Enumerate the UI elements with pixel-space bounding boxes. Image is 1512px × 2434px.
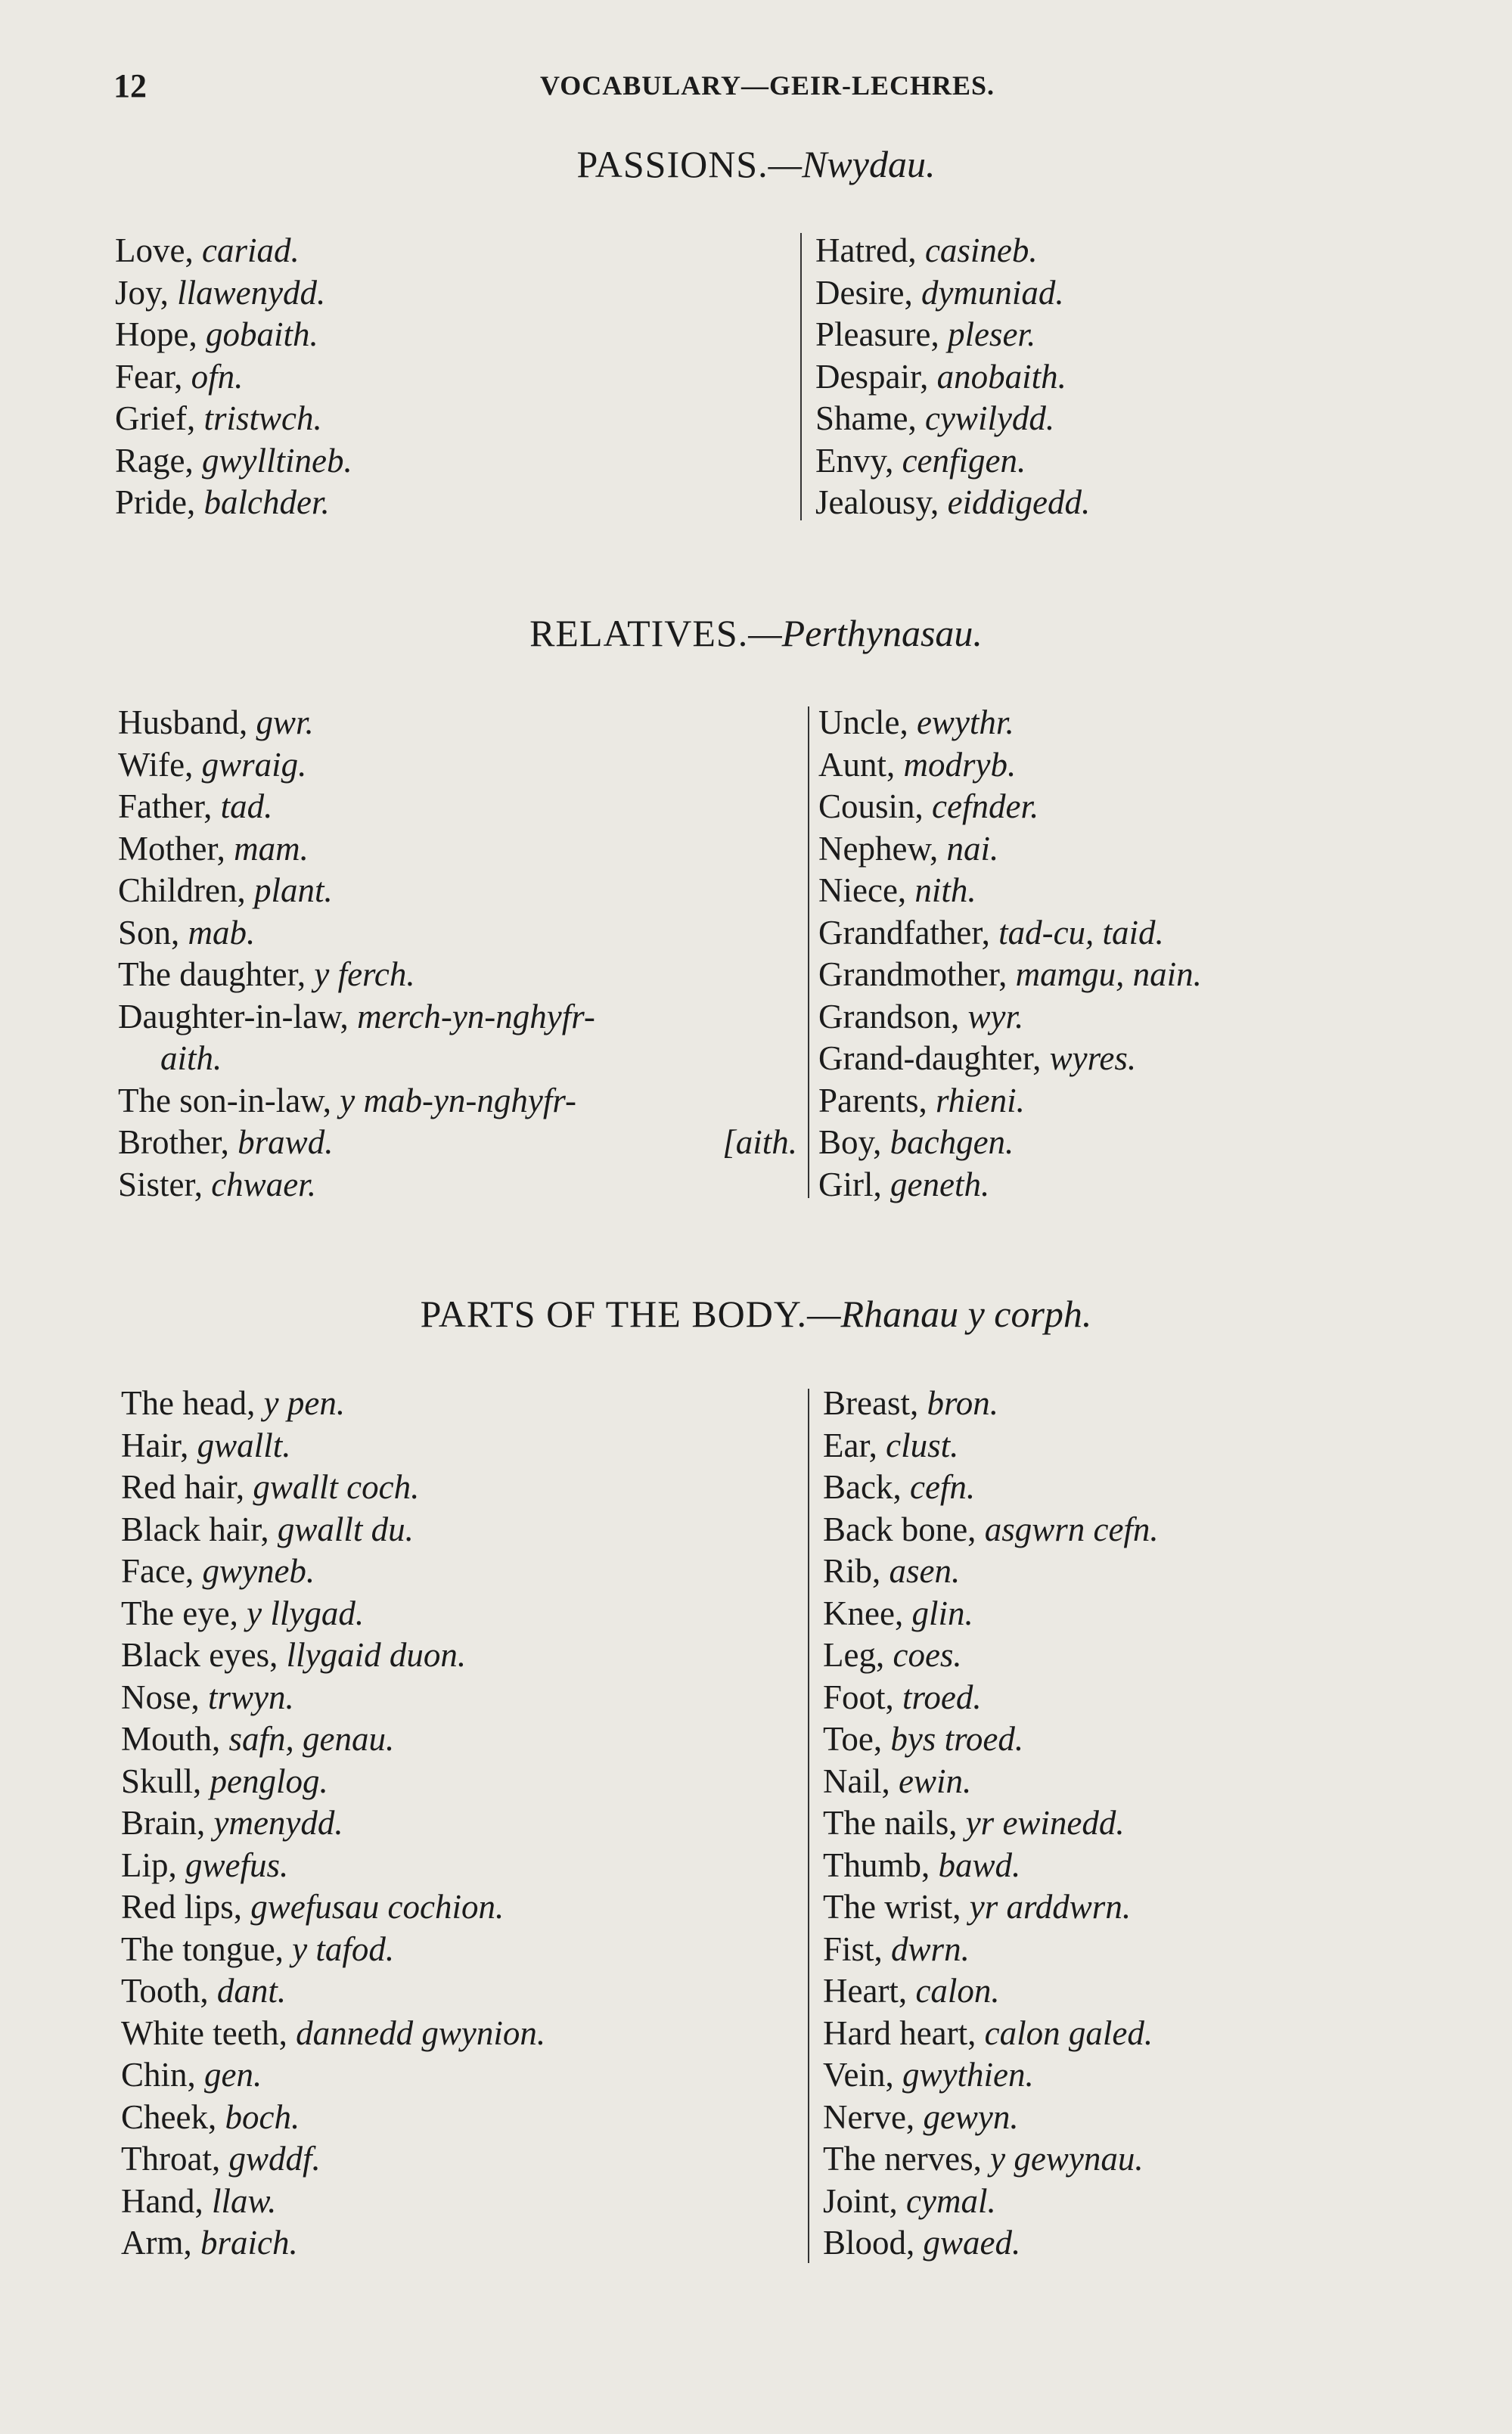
vocab-entry (121, 1467, 545, 1509)
vocab-entry (815, 356, 1090, 399)
relatives-right-column (818, 702, 1202, 1206)
english-word: Grandmother, (818, 955, 1016, 993)
english-word: Aunt, (818, 745, 904, 784)
english-word: Heart, (823, 1972, 916, 2010)
vocab-entry (121, 2181, 545, 2223)
welsh-word: y gewynau. (990, 2140, 1144, 2178)
welsh-word: gwythien. (902, 2056, 1034, 2094)
english-word: Grandfather, (818, 913, 999, 952)
section-title-en: PARTS OF THE BODY. (420, 1293, 808, 1335)
english-word: Pride, (115, 483, 204, 521)
english-word: Fist, (823, 1930, 892, 1968)
vocab-entry (121, 1802, 545, 1845)
vocab-entry (118, 996, 797, 1038)
english-word: Grandson, (818, 997, 968, 1035)
welsh-word: dannedd gwynion. (296, 2013, 546, 2052)
vocab-entry (818, 1122, 1202, 1164)
hyphenation-continuation: [aith. (722, 1123, 797, 1161)
vocab-entry (818, 954, 1202, 996)
vocab-entry (818, 912, 1202, 955)
english-word: Leg, (823, 1636, 893, 1674)
english-word: Husband, (118, 703, 256, 741)
column-divider (808, 1389, 809, 2263)
welsh-word: geneth. (890, 1165, 990, 1203)
vocab-entry (823, 1593, 1159, 1635)
vocab-entry (823, 1383, 1159, 1425)
welsh-word: bys troed. (890, 1720, 1024, 1758)
vocab-entry (818, 1080, 1202, 1122)
welsh-word: gwddf. (228, 2140, 321, 2178)
vocab-entry (121, 1593, 545, 1635)
welsh-word: yr ewinedd. (965, 1804, 1125, 1842)
welsh-word: nai. (946, 829, 999, 868)
welsh-word: llaw. (211, 2181, 277, 2220)
body-left-column (121, 1383, 545, 2265)
passions-right-column (815, 230, 1090, 524)
vocab-entry (121, 2138, 545, 2181)
vocab-entry (121, 1929, 545, 1971)
vocab-entry (115, 272, 352, 315)
vocab-entry (823, 1467, 1159, 1509)
english-word: Girl, (818, 1165, 890, 1203)
welsh-word: pleser. (947, 315, 1036, 353)
english-word: The daughter, (118, 955, 315, 993)
welsh-word: clust. (886, 1426, 959, 1464)
english-word: Blood, (823, 2224, 924, 2262)
english-word: Back bone, (823, 1510, 985, 1548)
welsh-word: cymal. (906, 2181, 996, 2220)
english-word: Nerve, (823, 2097, 924, 2136)
vocab-entry (823, 1509, 1159, 1551)
english-word: Tooth, (121, 1972, 217, 2010)
english-word: Parents, (818, 1081, 936, 1119)
english-word: Joint, (823, 2181, 907, 2220)
english-word: Toe, (823, 1720, 891, 1758)
vocab-entry (823, 1970, 1159, 2013)
welsh-word: gobaith. (205, 315, 318, 353)
welsh-word: gwefus. (185, 1846, 289, 1884)
english-word: Black hair, (121, 1510, 278, 1548)
welsh-word: casineb. (924, 231, 1038, 269)
vocab-entry (823, 2181, 1159, 2223)
welsh-word: mamgu, nain. (1015, 955, 1202, 993)
vocab-entry (118, 744, 797, 787)
welsh-word: boch. (225, 2097, 300, 2136)
section-title-relatives (0, 611, 1512, 655)
vocab-entry (818, 786, 1202, 828)
vocab-entry (815, 440, 1090, 483)
vocab-entry (118, 1164, 797, 1206)
english-word: The tongue, (121, 1930, 293, 1968)
welsh-word: safn, genau. (228, 1720, 395, 1758)
welsh-word: modryb. (903, 745, 1017, 784)
english-word: Hand, (121, 2181, 212, 2220)
welsh-word: tad-cu, taid. (998, 913, 1164, 952)
english-word: Sister, (118, 1165, 212, 1203)
vocab-entry (115, 356, 352, 399)
column-divider (800, 233, 802, 520)
welsh-word: gwr. (256, 703, 314, 741)
english-word: Shame, (815, 399, 925, 437)
welsh-word: gwallt coch. (253, 1468, 420, 1506)
english-word: Hard heart, (823, 2013, 985, 2052)
english-word: Breast, (823, 1384, 927, 1422)
running-title: VOCABULARY—GEIR-LECHRES. (539, 70, 995, 101)
vocab-entry (818, 1038, 1202, 1080)
vocab-entry (121, 1425, 545, 1467)
welsh-word: wyres. (1049, 1039, 1137, 1077)
english-word: Black eyes, (121, 1636, 287, 1674)
english-word: Red lips, (121, 1888, 251, 1926)
vocab-entry (815, 230, 1090, 272)
english-word: The son-in-law, (118, 1081, 340, 1119)
english-word: Grief, (115, 399, 204, 437)
welsh-word: llygaid duon. (286, 1636, 467, 1674)
vocab-entry (115, 398, 352, 440)
vocab-entry (823, 1425, 1159, 1467)
vocab-entry (823, 2054, 1159, 2097)
relatives-left-column (118, 702, 797, 1206)
column-divider (808, 706, 809, 1198)
english-word: Brain, (121, 1804, 214, 1842)
welsh-word: dwrn. (891, 1930, 970, 1968)
vocab-entry (823, 1845, 1159, 1887)
english-word: The nerves, (823, 2140, 991, 2178)
vocab-entry (115, 314, 352, 356)
vocab-entry (818, 996, 1202, 1038)
english-word: Back, (823, 1468, 910, 1506)
english-word: Love, (115, 231, 202, 269)
english-word: Thumb, (823, 1846, 939, 1884)
vocab-entry (823, 2138, 1159, 2181)
welsh-word: y llygad. (247, 1594, 365, 1632)
english-word: The eye, (121, 1594, 247, 1632)
vocab-entry (115, 230, 352, 272)
english-word: Rib, (823, 1552, 890, 1590)
welsh-word: yr arddwrn. (969, 1888, 1132, 1926)
welsh-word: ewythr. (916, 703, 1014, 741)
welsh-word: eiddigedd. (947, 483, 1091, 521)
english-word: Envy, (815, 441, 902, 480)
welsh-word: penglog. (210, 1762, 328, 1800)
vocab-entry (818, 1164, 1202, 1206)
english-word: Red hair, (121, 1468, 253, 1506)
section-title-passions (0, 142, 1512, 186)
english-word: Wife, (118, 745, 202, 784)
english-word: Nose, (121, 1678, 208, 1716)
welsh-word: nith. (914, 871, 976, 909)
welsh-word: y pen. (263, 1384, 346, 1422)
english-word: Brother, (118, 1123, 238, 1161)
vocab-entry (815, 398, 1090, 440)
welsh-word: braich. (200, 2224, 298, 2262)
vocab-entry (121, 2222, 545, 2265)
welsh-word: asen. (889, 1552, 961, 1590)
welsh-word: y tafod. (292, 1930, 395, 1968)
english-word: Hair, (121, 1426, 197, 1464)
vocab-entry (118, 1122, 797, 1164)
welsh-word: cariad. (201, 231, 300, 269)
welsh-word: tristwch. (203, 399, 322, 437)
welsh-word: dant. (216, 1972, 287, 2010)
welsh-word: cefnder. (932, 787, 1039, 825)
vocab-entry (121, 1677, 545, 1719)
vocab-entry (815, 272, 1090, 315)
welsh-word: plant. (253, 871, 333, 909)
welsh-word: ofn. (191, 357, 244, 396)
english-word: Mother, (118, 829, 234, 868)
welsh-word: cywilydd. (924, 399, 1055, 437)
vocab-entry (115, 440, 352, 483)
vocab-entry (121, 2013, 545, 2055)
welsh-word: gwefusau cochion. (250, 1888, 505, 1926)
welsh-word: aith. (160, 1039, 222, 1077)
welsh-word: calon. (915, 1972, 1000, 2010)
welsh-word: trwyn. (207, 1678, 294, 1716)
vocab-entry (818, 870, 1202, 912)
welsh-word: mam. (234, 829, 309, 868)
welsh-word: cefn. (909, 1468, 976, 1506)
welsh-word: cenfigen. (902, 441, 1026, 480)
welsh-word: gen. (204, 2056, 262, 2094)
english-word: Pleasure, (815, 315, 948, 353)
welsh-word: asgwrn cefn. (984, 1510, 1159, 1548)
vocab-entry (121, 1718, 545, 1761)
english-word: Jealousy, (815, 483, 948, 521)
english-word: The wrist, (823, 1888, 970, 1926)
english-word: Arm, (121, 2224, 200, 2262)
english-word: Cousin, (818, 787, 933, 825)
english-word: The nails, (823, 1804, 966, 1842)
vocab-entry (818, 744, 1202, 787)
english-word: Vein, (823, 2056, 902, 2094)
welsh-word: mab. (188, 913, 256, 952)
vocab-entry (121, 1509, 545, 1551)
welsh-word: bachgen. (890, 1123, 1014, 1161)
vocab-entry (818, 828, 1202, 871)
english-word: Father, (118, 787, 221, 825)
vocab-entry (823, 2097, 1159, 2139)
welsh-word: glin. (911, 1594, 973, 1632)
welsh-word: gwraig. (201, 745, 307, 784)
english-word: Hatred, (815, 231, 925, 269)
welsh-word: ewin. (898, 1762, 972, 1800)
english-word: Daughter-in-law, (118, 997, 358, 1035)
vocab-entry (121, 1551, 545, 1593)
welsh-word: tad. (220, 787, 273, 825)
welsh-word: troed. (902, 1678, 982, 1716)
english-word: The head, (121, 1384, 264, 1422)
section-title-cy: —Nwydau. (768, 143, 936, 185)
vocab-entry (823, 1886, 1159, 1929)
english-word: Rage, (115, 441, 202, 480)
english-word: Son, (118, 913, 188, 952)
vocab-entry (118, 1038, 797, 1080)
welsh-word: wyr. (967, 997, 1024, 1035)
welsh-word: gwylltineb. (201, 441, 352, 480)
english-word: Cheek, (121, 2097, 225, 2136)
vocab-entry (121, 1383, 545, 1425)
section-title-en: PASSIONS. (576, 143, 768, 185)
welsh-word: balchder. (203, 483, 330, 521)
welsh-word: calon galed. (984, 2013, 1153, 2052)
vocab-entry (815, 482, 1090, 524)
section-title-cy: —Perthynasau. (748, 612, 983, 654)
welsh-word: gewyn. (923, 2097, 1019, 2136)
english-word: Joy, (115, 273, 178, 312)
welsh-word: llawenydd. (177, 273, 326, 312)
vocab-entry (121, 1886, 545, 1929)
section-title-body (0, 1292, 1512, 1336)
english-word: Skull, (121, 1762, 210, 1800)
vocab-entry (823, 1929, 1159, 1971)
welsh-word: anobaith. (936, 357, 1066, 396)
vocab-entry (121, 1635, 545, 1677)
vocab-entry (823, 2013, 1159, 2055)
vocab-entry (121, 1845, 545, 1887)
english-word: Mouth, (121, 1720, 229, 1758)
vocab-entry (118, 828, 797, 871)
vocab-entry (823, 1718, 1159, 1761)
vocab-entry (118, 702, 797, 744)
english-word: White teeth, (121, 2013, 297, 2052)
welsh-word: gwaed. (923, 2224, 1021, 2262)
section-title-cy: —Rhanau y corph. (807, 1293, 1092, 1335)
english-word: Niece, (818, 871, 915, 909)
page-number: 12 (113, 67, 147, 104)
vocab-entry (818, 702, 1202, 744)
english-word: Ear, (823, 1426, 886, 1464)
vocab-entry (823, 1761, 1159, 1803)
vocab-entry (118, 954, 797, 996)
english-word: Face, (121, 1552, 203, 1590)
vocab-entry (118, 870, 797, 912)
english-word: Despair, (815, 357, 937, 396)
welsh-word: brawd. (238, 1123, 334, 1161)
vocab-entry (823, 1551, 1159, 1593)
vocab-entry (121, 1761, 545, 1803)
english-word: Throat, (121, 2140, 229, 2178)
body-right-column (823, 1383, 1159, 2265)
vocab-entry (823, 1677, 1159, 1719)
english-word: Knee, (823, 1594, 912, 1632)
vocab-entry (823, 1802, 1159, 1845)
welsh-word: coes. (893, 1636, 962, 1674)
english-word: Chin, (121, 2056, 205, 2094)
welsh-word: bron. (927, 1384, 999, 1422)
vocab-entry (118, 912, 797, 955)
vocab-entry (121, 2097, 545, 2139)
english-word: Desire, (815, 273, 921, 312)
vocab-entry (118, 1080, 797, 1122)
vocab-entry (823, 1635, 1159, 1677)
vocab-entry (121, 2054, 545, 2097)
welsh-word: bawd. (938, 1846, 1021, 1884)
welsh-word: gwyneb. (202, 1552, 315, 1590)
welsh-word: ymenydd. (213, 1804, 343, 1842)
english-word: Boy, (818, 1123, 890, 1161)
english-word: Fear, (115, 357, 191, 396)
vocab-entry (118, 786, 797, 828)
section-title-en: RELATIVES. (529, 612, 749, 654)
english-word: Uncle, (818, 703, 917, 741)
welsh-word: dymuniad. (921, 273, 1064, 312)
welsh-word: chwaer. (211, 1165, 316, 1203)
english-word: Nail, (823, 1762, 899, 1800)
welsh-word: y mab-yn-nghyfr- (340, 1081, 576, 1119)
english-word: Grand-daughter, (818, 1039, 1050, 1077)
welsh-word: gwallt du. (277, 1510, 414, 1548)
english-word: Foot, (823, 1678, 903, 1716)
vocab-entry (121, 1970, 545, 2013)
vocab-entry (815, 314, 1090, 356)
english-word: Children, (118, 871, 254, 909)
passions-left-column (115, 230, 352, 524)
vocab-entry (823, 2222, 1159, 2265)
english-word: Lip, (121, 1846, 185, 1884)
english-word: Hope, (115, 315, 206, 353)
welsh-word: merch-yn-nghyfr- (357, 997, 595, 1035)
welsh-word: rhieni. (935, 1081, 1025, 1119)
english-word: Nephew, (818, 829, 947, 868)
welsh-word: gwallt. (197, 1426, 291, 1464)
vocab-entry (115, 482, 352, 524)
welsh-word: y ferch. (314, 955, 415, 993)
